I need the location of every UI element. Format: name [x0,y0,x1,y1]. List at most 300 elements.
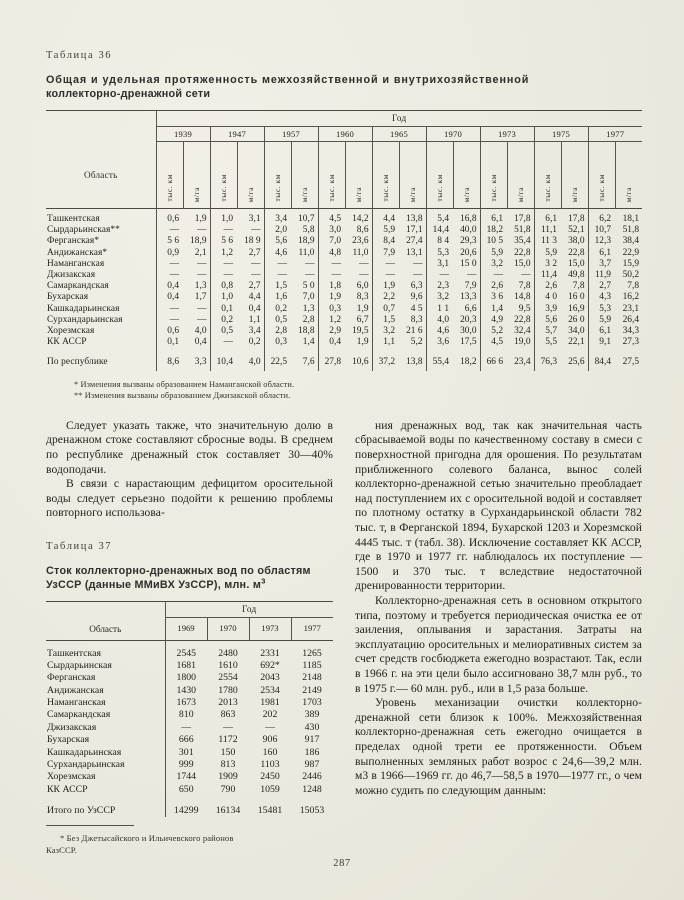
table-36-title-line1: Общая и удельная протяженность межхозяйственной и внутрихозяйственной [46,74,530,86]
table-36-cell: 0,3 [318,303,345,314]
table-36-cell: 3 2 [534,258,561,269]
table-36 [46,110,642,371]
table-36-cell: 5,3 [588,303,615,314]
table-37-footnote-line1: * Без Джетысайского и Ильичевского районов [60,833,234,843]
table-37-cell: 1265 [302,647,322,659]
table-36-cell: 3,0 [318,225,345,236]
table-36-cell: 5,9 [534,247,561,258]
table-36-cell: 18,2 [460,356,477,367]
table-37-row-region: Бухарская [47,734,90,746]
table-37-cell: 2554 [218,672,238,684]
table-36-cell: 0,1 [210,303,237,314]
table-36-cell: 3,2 [480,258,507,269]
table-36-cell: 1 1 [426,303,453,314]
table-36-cell: 27,4 [406,236,423,247]
table-36-cell: 11,1 [534,225,561,236]
table-36-cell: 17,8 [514,214,531,224]
table-36-cell: 5,2 [410,337,423,348]
table-36-row [46,336,642,347]
table-36-year-1965: 1965 [372,127,426,142]
table-36-row-region: Андижанская* [47,247,108,258]
table-36-cell: 4,5 [480,336,507,347]
table-37-row-region: Джизакская [47,721,97,733]
table-36-cell: 10,7 [298,214,315,224]
table-36-cell: — [197,258,207,269]
table-36-cell: 27,5 [622,356,639,367]
right-paragraph-1: ния дренажных вод, так как значительная часть сбрасываемой воды по качественному составу в смеси с поверхностной пригодна для орошения. По результатам приближенного солевого баланса, вынос солей коллекторно-дренажной сетью значительно преобладает над поступлением их с оросительной водой и составляет по плотному остатку в Сурхандарьинской области 782 тыс. т, в Ферганской 1894, Бухарской 1203 и Хорезмской 4445 тыс. т (табл. 38). Исключение составляет КК АССР, где в 1970 и 1977 гг. наблюдалось их поступление — 1500 и 370 тыс. т вследствие недостаточной дренированности территории. [355,418,642,593]
table-36-cell: 6,6 [464,303,477,314]
table-36-unit-1973-km: тыс. км [480,142,507,209]
table-37-cell: 1703 [302,697,322,708]
table-37-cell: 15053 [299,805,325,817]
table-36-cell: 1,4 [480,303,507,314]
table-36-row [46,281,642,292]
table-36-cell: 27,8 [318,348,345,371]
table-36-cell: 37,2 [372,348,399,371]
table-36-cell: 3,9 [534,303,561,314]
table-37-cell: — [223,721,233,733]
table-37-title-line2: УзССР (данные ММиВХ УзССР), млн. $м^3$ [46,575,266,591]
page-content [46,50,642,856]
table-36-total-row [46,348,642,371]
table-36-cell: 18,9 [298,236,315,247]
table-36-cell: 29,3 [460,236,477,247]
table-36-row-region: Ташкентская [47,214,100,224]
table-37-cell: 389 [304,709,320,721]
table-36-cell: 8,3 [356,292,369,303]
table-36-cell: 0,8 [210,281,237,292]
table-36-cell: 7,8 [518,281,531,292]
table-37-row [46,721,333,733]
table-36-cell: 4,0 [248,356,261,367]
table-36-cell: 22,1 [568,337,585,348]
table-36-cell: 6,1 [588,325,615,336]
table-36-row-region: Хорезмская [47,325,95,336]
table-36-title [46,74,642,101]
table-36-cell: 3,1 [426,258,453,269]
table-36-cell: 17,5 [460,337,477,348]
table-36-cell: 0,7 [372,303,399,314]
table-37-label: Таблица 37 [46,541,113,552]
table-36-cell: 34,0 [568,325,585,336]
table-37-head [46,602,333,641]
table-36-cell: 4,5 [318,209,345,225]
table-36-cell: 25,6 [568,356,585,367]
table-36-cell: 5,5 [534,336,561,347]
table-36-cell: — [197,269,207,280]
table-36-cell: 3,2 [372,325,399,336]
table-36-cell: 20,6 [460,247,477,258]
table-36-row [46,325,642,336]
table-36-cell: 3,1 [248,214,261,224]
page-number: 287 [333,858,351,869]
table-36-unit-1975-km: тыс. км [534,142,561,209]
table-37-cell: 1673 [165,696,207,708]
table-36-cell: 8,6 [156,348,183,371]
table-36-cell: 1,4 [302,337,315,348]
table-37-cell: 692* [260,659,280,671]
table-36-cell: 5 0 [302,281,315,292]
table-36-cell: 0,4 [318,336,345,347]
table-37-row-region: Сырдарьинская [47,659,112,671]
table-37-group-year: Год [165,602,333,618]
table-36-cell: 0,4 [156,292,183,303]
table-37-row [46,659,333,671]
table-36-cell: 1,9 [194,214,207,224]
table-37-cell: 1981 [260,697,280,708]
table-36-cell: 18,9 [190,236,207,247]
table-36-cell: 5,2 [480,325,507,336]
table-37-cell: 301 [165,746,207,758]
table-36-footnotes [46,379,642,402]
table-37-title-line1: Сток коллекторно-дренажных вод по областям [46,565,311,577]
table-37-cell: 1172 [218,734,238,746]
table-36-cell: 50,2 [622,269,639,280]
table-36-cell: 0,3 [264,336,291,347]
table-37-body [46,640,333,817]
table-36-cell: — [413,269,423,280]
table-36-cell: 35,4 [514,236,531,247]
table-36-cell: 22,8 [514,247,531,258]
table-36-cell: 18,2 [480,225,507,236]
table-36-cell: 4 0 [534,292,561,303]
table-36-cell: 2,2 [372,292,399,303]
table-36-cell: 4,6 [264,247,291,258]
table-37-cell: — [165,721,207,733]
table-36-row [46,209,642,225]
table-36-cell: — [197,314,207,325]
table-36-unit-1977-mga: м/га [615,142,642,209]
table-36-cell: 6,1 [534,209,561,225]
table-36-cell: 7,9 [372,247,399,258]
table-36-cell: 3,3 [194,356,207,367]
table-37-row-region: Наманганская [47,697,106,708]
table-36-group-year: Год [156,111,642,127]
table-36-cell: — [210,225,237,236]
table-36-cell: 6,1 [588,247,615,258]
table-36-row-region: Наманганская [47,258,105,269]
table-36-cell: — [318,269,345,280]
table-36-cell: — [156,314,183,325]
table-36-cell: 34,3 [622,325,639,336]
table-37-cell: 2545 [165,640,207,659]
table-37-row-region: Андижанская [47,684,104,696]
table-37-cell: 2043 [260,672,280,684]
table-36-cell: 18,8 [298,325,315,336]
table-36-cell: 6,1 [480,209,507,225]
table-36-unit-1939-mga: м/га [183,142,210,209]
table-36-cell: 22,8 [568,247,585,258]
table-37-year-1970: 1970 [207,618,249,641]
table-37-cell: 1800 [165,672,207,684]
table-36-cell: 11,4 [534,269,561,280]
table-36-cell: 5,6 [534,314,561,325]
table-36-row-region: Ферганская* [47,236,100,247]
table-37-total-row [46,795,333,817]
table-36-cell: 2,9 [318,325,345,336]
table-36-row-region: Самаркандская [47,281,109,292]
table-36-cell: 49,8 [568,269,585,280]
table-37-footnote [46,825,333,856]
table-36-cell: — [359,258,369,269]
table-36-cell: 2,1 [194,247,207,258]
table-36-cell: 3 6 [480,292,507,303]
table-36-cell: 5 6 [210,236,237,247]
table-36-unit-1947-mga: м/га [237,142,264,209]
table-36-cell: 1,6 [264,292,291,303]
table-36-cell: 10,4 [210,348,237,371]
table-36-year-1939: 1939 [156,127,210,142]
table-36-cell: 8 4 [426,236,453,247]
table-36-cell: 2,7 [248,281,261,292]
table-36-cell: 32,4 [514,325,531,336]
table-37-cell: 1248 [302,783,322,795]
table-37-cell: 2148 [302,672,322,684]
table-36-cell: 11,0 [298,247,315,258]
table-36-cell: 10,7 [588,225,615,236]
left-paragraph-2: В связи с нарастающим дефицитом оросительной воды следует серьезно подойти к решению проблемы повторного использова- [46,477,333,520]
table-36-cell: 3,4 [264,209,291,225]
table-36-cell: 13,8 [406,356,423,367]
table-36-row-region: Кашкадарьинская [47,303,120,314]
table-37-cell: 1103 [260,758,280,770]
table-37-cell: 1430 [165,684,207,696]
table-37-cell: 430 [304,721,320,733]
table-36-cell: 21 6 [406,325,423,336]
table-36-cell: 1,5 [372,314,399,325]
table-36-cell: 4,8 [318,247,345,258]
table-36-cell: 7,0 [302,292,315,303]
table-37-cell: 863 [220,709,236,721]
table-36-cell: 10,6 [352,356,369,367]
table-36-year-1977: 1977 [588,127,642,142]
table-36-year-1973: 1973 [480,127,534,142]
table-36-cell: 14,2 [352,214,369,224]
table-36-cell: 2,7 [248,247,261,258]
left-paragraph-1: Следует указать также, что значительную долю в дренажном стоке составляют сбросные воды. В среднем по республике дренажный сток составляет 30—40% водоподачи. [46,418,333,476]
table-37-cell: 987 [304,758,320,770]
table-36-cell: 76,3 [534,348,561,371]
table-37-row-region: Самаркандская [47,709,111,721]
table-37-row [46,672,333,684]
table-37-row [46,684,333,696]
table-36-cell: 13,8 [406,214,423,224]
footnote-rule [46,825,134,826]
table-37-row-region: Ташкентская [47,647,101,659]
table-36-cell: 12,3 [588,236,615,247]
left-column [46,419,333,856]
table-36-row-region: Бухарская [47,292,89,303]
table-36-cell: — [210,269,237,280]
table-36-cell: 6,3 [410,281,423,292]
table-36-cell: 0,2 [248,337,261,348]
table-36-cell: — [318,258,345,269]
table-36-unit-1960-km: тыс. км [318,142,345,209]
table-36-cell: 6,7 [356,314,369,325]
table-36-unit-1970-km: тыс. км [426,142,453,209]
table-36-cell: 8,3 [410,314,423,325]
table-36-cell: 23,4 [514,356,531,367]
table-36-cell: 16,8 [460,214,477,224]
table-36-cell: 18,1 [622,214,639,224]
table-36-cell: 1,3 [302,303,315,314]
table-36-cell: 11 3 [534,236,561,247]
table-37-cell: 790 [220,783,236,795]
table-37-cell: 1185 [302,659,322,671]
table-36-cell: 23,6 [352,236,369,247]
table-36-cell: 11,0 [352,247,369,258]
table-37-title-superscript: 3 [261,575,266,585]
table-36-cell: — [372,258,399,269]
table-36-cell: 14,4 [426,225,453,236]
table-37 [46,601,333,817]
table-36-cell: 1,2 [210,247,237,258]
table-36-cell: 2,7 [588,281,615,292]
table-37-row [46,640,333,659]
table-36-cell: 0,6 [156,325,183,336]
table-36-cell: 27,3 [622,337,639,348]
table-36-cell: 22,9 [622,247,639,258]
table-36-cell: — [413,258,423,269]
table-36-cell: 4,3 [588,292,615,303]
table-37-cell: 906 [262,734,278,746]
right-column [355,419,642,856]
table-36-cell: 13,3 [460,292,477,303]
table-36-year-1960: 1960 [318,127,372,142]
table-36-row-region: Сырдарьинская** [47,225,120,236]
table-36-unit-1947-km: тыс. км [210,142,237,209]
table-36-row-region: Джизакская [47,269,96,280]
table-36-cell: 7,6 [302,356,315,367]
table-37-cell: 2480 [218,647,238,659]
table-36-cell: — [197,303,207,314]
table-36-unit-1970-mga: м/га [453,142,480,209]
table-37-cell: 2013 [218,697,238,708]
table-37-row-region: Итого по УзССР [47,805,116,817]
table-36-row [46,269,642,280]
table-36-row [46,258,642,269]
table-36-row [46,247,642,258]
table-36-cell: 84,4 [588,348,615,371]
table-37-cell: 150 [220,746,236,758]
table-36-cell: 51,8 [622,225,639,236]
table-37-cell: 186 [304,746,320,758]
table-36-cell: 5,8 [302,225,315,236]
table-36-cell: 11,9 [588,269,615,280]
table-37-block [46,541,333,856]
table-36-cell: 51,8 [514,225,531,236]
table-37-cell: 2149 [302,684,322,696]
table-37-title [46,565,333,592]
table-36-body [46,209,642,371]
table-36-cell: 2,6 [534,281,561,292]
table-36-cell: 5,3 [426,247,453,258]
table-37-row [46,746,333,758]
table-36-cell: 1,8 [318,281,345,292]
table-36-cell: 19,0 [514,337,531,348]
table-37-cell: 650 [165,783,207,795]
table-36-title-line2: коллекторно-дренажной сети [46,87,211,100]
table-37-cell: 2534 [260,684,280,696]
right-paragraph-2: Коллекторно-дренажная сеть в основном открытого типа, поэтому и требуется периодическая очистка ее от заиления, оплывания и зарастания. Затраты на эксплуатацию оросительных и мелиоративных систем за счет средств госбюджета ежегодно возрастают. Так, если в 1966 г. на эти цели было ассигновано 38,7 млн руб., то в 1975 г.— 60 млн. руб., или в 1,5 раза больше. [355,593,642,695]
table-37-cell: 14299 [165,795,207,817]
table-37-year-1973: 1973 [249,618,291,641]
table-37-year-1969: 1969 [165,618,207,641]
table-36-row [46,292,642,303]
table-37-cell: 813 [220,758,236,770]
table-36-cell: 15 0 [460,258,477,269]
table-36-cell: 0,5 [264,314,291,325]
table-36-cell: 0,4 [248,303,261,314]
table-36-cell: 1,5 [264,281,291,292]
table-36-cell: 4,6 [426,325,453,336]
table-36-cell: 2,8 [302,314,315,325]
table-36-year-1975: 1975 [534,127,588,142]
table-37-cell: 1610 [218,659,238,671]
table-36-cell: 26,4 [622,314,639,325]
table-37-cell: 666 [165,733,207,745]
table-36-cell: — [264,258,291,269]
table-37-cell: 917 [304,734,320,746]
table-36-cell: 7,8 [627,281,639,292]
table-36-cell: 1,9 [356,303,369,314]
table-36-unit-1975-mga: м/га [561,142,588,209]
table-36-row [46,314,642,325]
table-36-cell: 9,1 [588,336,615,347]
table-36-cell: 22,5 [264,348,291,371]
table-36-row-region: КК АССР [47,337,87,348]
table-36-cell: 6,0 [356,281,369,292]
table-36-cell: 8,4 [372,236,399,247]
table-36-year-1947: 1947 [210,127,264,142]
body-columns [46,419,642,856]
table-37-row [46,783,333,795]
table-36-cell: 17,1 [406,225,423,236]
table-37-row [46,733,333,745]
table-36-cell: 4,0 [194,325,207,336]
table-36-cell: 19,5 [352,325,369,336]
table-36-cell: 9,5 [518,303,531,314]
table-37-cell: 2446 [302,771,322,783]
table-36-cell: 16 0 [568,292,585,303]
table-37-cell: 1909 [218,771,238,783]
table-37-year-1977: 1977 [291,618,333,641]
table-37-cell: 160 [262,746,278,758]
table-36-cell: 16,9 [568,303,585,314]
table-36-cell: — [197,225,207,236]
table-37-footnote-line2: КазССР. [46,844,77,855]
table-36-cell: — [426,269,453,280]
table-36-row [46,303,642,314]
table-36-cell: — [467,269,477,280]
table-37-cell: 1744 [165,771,207,783]
table-37-row [46,758,333,770]
table-36-cell: 8,6 [356,225,369,236]
table-36-cell: 66 6 [480,348,507,371]
table-36-cell: 0,1 [156,336,183,347]
table-36-cell: 17,8 [568,214,585,224]
table-36-cell: 38,4 [622,236,639,247]
table-36-cell: 5,6 [264,236,291,247]
table-36-cell: — [156,225,183,236]
table-36-cell: 1,9 [356,337,369,348]
table-36-cell: — [372,269,399,280]
table-36-cell: — [156,258,183,269]
table-37-cell: 2331 [260,647,280,659]
table-36-cell: 5,9 [588,314,615,325]
table-36-cell: 22,8 [514,314,531,325]
table-36-cell: — [305,269,315,280]
